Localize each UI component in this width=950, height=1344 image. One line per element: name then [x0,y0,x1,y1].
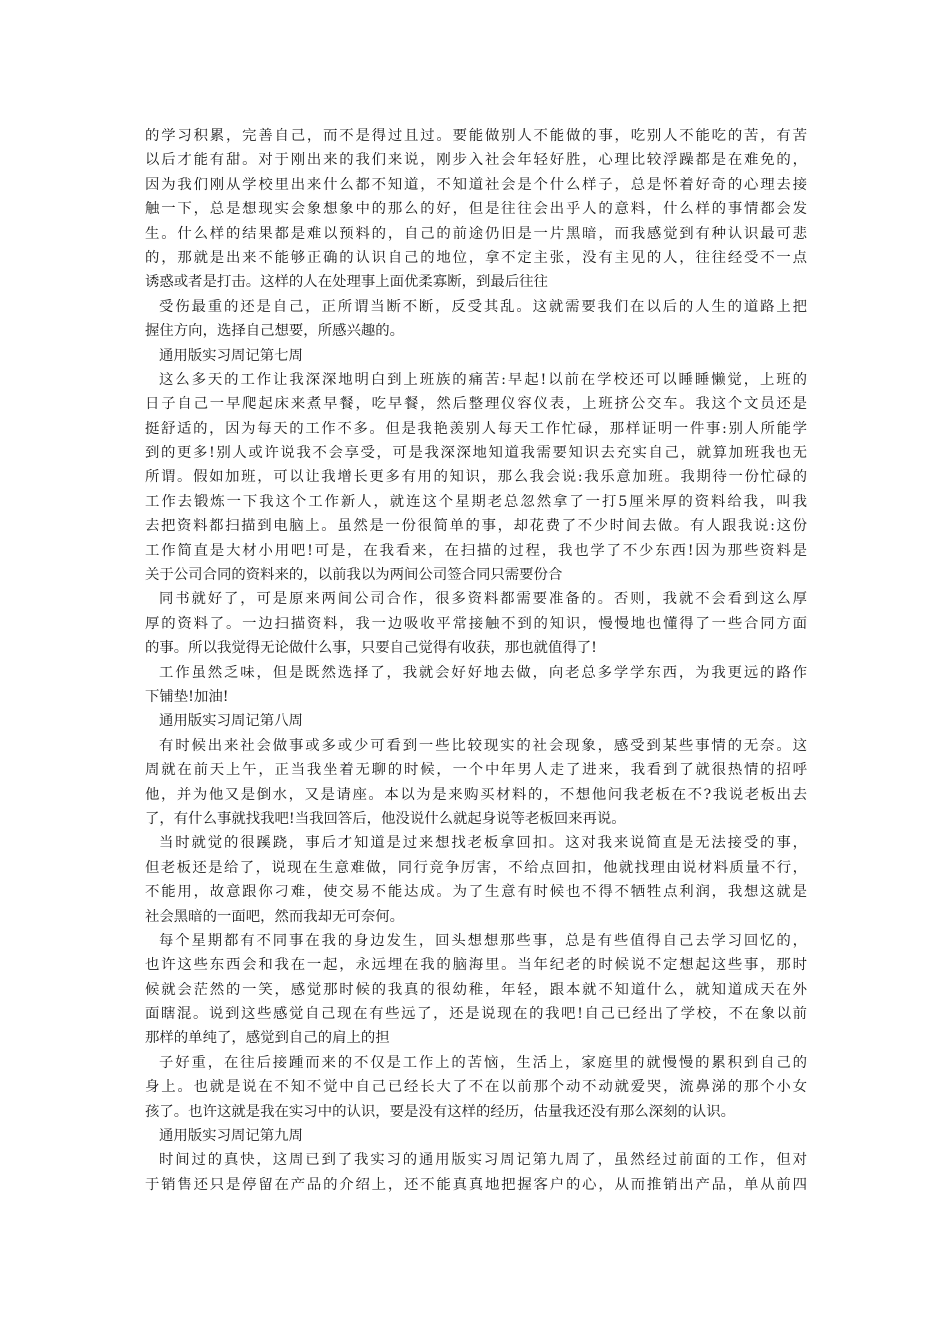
text-line: 有时候出来社会做事或多或少可看到一些比较现实的社会现象，感受到某些事情的无奈。这 [159,737,807,754]
text-line: 生。什么样的结果都是难以预料的，自己的前途仍旧是一片黑暗，而我感觉到有种认识最可悲 [145,225,807,242]
text-line: 于销售还只是停留在产品的介绍上，还不能真真地把握客户的心，从而推销出产品，单从前四 [145,1176,807,1193]
text-line: 身上。也就是说在不知不觉中自己已经长大了不在以前那个动不动就爱哭，流鼻涕的那个小女 [145,1079,807,1096]
text-line: 工作简直是大材小用吧!可是，在我看来，在扫描的过程，我也学了不少东西!因为那些资料是 [145,542,807,559]
section-heading: 通用版实习周记第九周 [159,1128,303,1145]
text-line: 孩了。也许这就是我在实习中的认识，要是没有这样的经历，估量我还没有那么深刻的认识。 [145,1103,736,1120]
text-line: 的事。所以我觉得无论做什么事，只要自己觉得有收获，那也就值得了! [145,640,597,657]
text-line: 候就会茫然的一笑，感觉那时候的我真的很幼稚，年轻，跟本就不知道什么，就知道成天在外 [145,981,807,998]
text-line: 不能用，故意跟你刁难，使交易不能达成。为了生意有时候也不得不牺牲点利润，我想这就是 [145,884,807,901]
document-body [145,124,807,1197]
text-line: 工作虽然乏味，但是既然选择了，我就会好好地去做，向老总多学学东西，为我更远的路作 [159,664,807,681]
text-line: 面瞎混。说到这些感觉自己现在有些远了，还是说现在的我吧!自己已经出了学校，不在象以前 [145,1006,807,1023]
text-line: 受伤最重的还是自己，正所谓当断不断，反受其乱。这就需要我们在以后的人生的道路上把 [159,298,807,315]
text-line: 以后才能有甜。对于刚出来的我们来说，刚步入社会年轻好胜，心理比较浮躁都是在难免的， [145,152,807,169]
text-line: 到的更多!别人或许说我不会享受，可是我深深地知道我需要知识去充实自己，就算加班我也无 [145,445,807,462]
text-line: 所谓。假如加班，可以让我增长更多有用的知识，那么我会说:我乐意加班。我期待一份忙碌的 [145,469,807,486]
text-line: 那样的单纯了，感觉到自己的肩上的担 [145,1030,390,1047]
section-heading: 通用版实习周记第八周 [159,713,303,730]
section-heading: 通用版实习周记第七周 [159,347,303,364]
text-line: 这么多天的工作让我深深地明白到上班族的痛苦:早起!以前在学校还可以睡睡懒觉，上班的 [159,371,807,388]
text-line: 时间过的真快，这周已到了我实习的通用版实习周记第九周了，虽然经过前面的工作，但对 [159,1152,807,1169]
text-line: 工作去锻炼一下我这个工作新人，就连这个星期老总忽然拿了一打5厘米厚的资料给我，叫我 [145,493,807,510]
text-line: 握住方向，选择自己想要，所感兴趣的。 [145,323,405,340]
text-line: 当时就觉的很蹊跷，事后才知道是过来想找老板拿回扣。这对我来说简直是无法接受的事， [159,835,807,852]
text-line: 但老板还是给了，说现在生意难做，同行竞争厉害，不给点回扣，他就找理由说材料质量不行， [145,859,807,876]
text-line: 下铺垫!加油! [145,688,229,705]
text-line: 日子自己一早爬起床来煮早餐，吃早餐，然后整理仪容仪表，上班挤公交车。我这个文员还是 [145,396,807,413]
text-line: 每个星期都有不同事在我的身边发生，回头想想那些事，总是有些值得自己去学习回忆的， [159,932,807,949]
text-line: 也许这些东西会和我在一起，永远埋在我的脑海里。当年纪老的时候说不定想起这些事，那时 [145,957,807,974]
text-line: 他，并为他又是倒水，又是请座。本以为是来购买材料的，不想他问我老板在不?我说老板出去 [145,786,807,803]
text-line: 去把资料都扫描到电脑上。虽然是一份很简单的事，却花费了不少时间去做。有人跟我说:这份 [145,518,807,535]
text-line: 挺舒适的，因为每天的工作不多。但是我艳羡别人每天工作忙碌，那样证明一件事:别人所能学 [145,420,807,437]
text-line: 社会黑暗的一面吧，然而我却无可奈何。 [145,908,405,925]
text-line: 诱惑或者是打击。这样的人在处理事上面优柔寡断，到最后往往 [145,274,548,291]
text-line: 周就在前天上午，正当我坐着无聊的时候，一个中年男人走了进来，我看到了就很热情的招呼 [145,762,807,779]
text-line: 的，那就是出来不能够正确的认识自己的地位，拿不定主张，没有主见的人，往往经受不一点 [145,249,807,266]
text-line: 同书就好了，可是原来两间公司合作，很多资料都需要准备的。否则，我就不会看到这么厚 [159,591,807,608]
text-line: 触一下，总是想现实会象想象中的那么的好，但是往往会出乎人的意料，什么样的事情都会发 [145,201,807,218]
text-line: 因为我们刚从学校里出来什么都不知道，不知道社会是个什么样子，总是怀着好奇的心理去接 [145,176,807,193]
text-line: 了，有什么事就找我吧!当我回答后，他没说什么就起身说等老板回来再说。 [145,810,626,827]
text-line: 关于公司合同的资料来的，以前我以为两间公司签合同只需要份合 [145,567,563,584]
text-line: 子好重，在往后接踵而来的不仅是工作上的苦恼，生活上，家庭里的就慢慢的累积到自己的 [159,1054,807,1071]
text-line: 的学习积累，完善自己，而不是得过且过。要能做别人不能做的事，吃别人不能吃的苦，有苦 [145,128,807,144]
document-page [145,124,807,1197]
text-line: 厚的资料了。一边扫描资料，我一边吸收平常接触不到的知识，慢慢地也懂得了一些合同方面 [145,615,807,632]
